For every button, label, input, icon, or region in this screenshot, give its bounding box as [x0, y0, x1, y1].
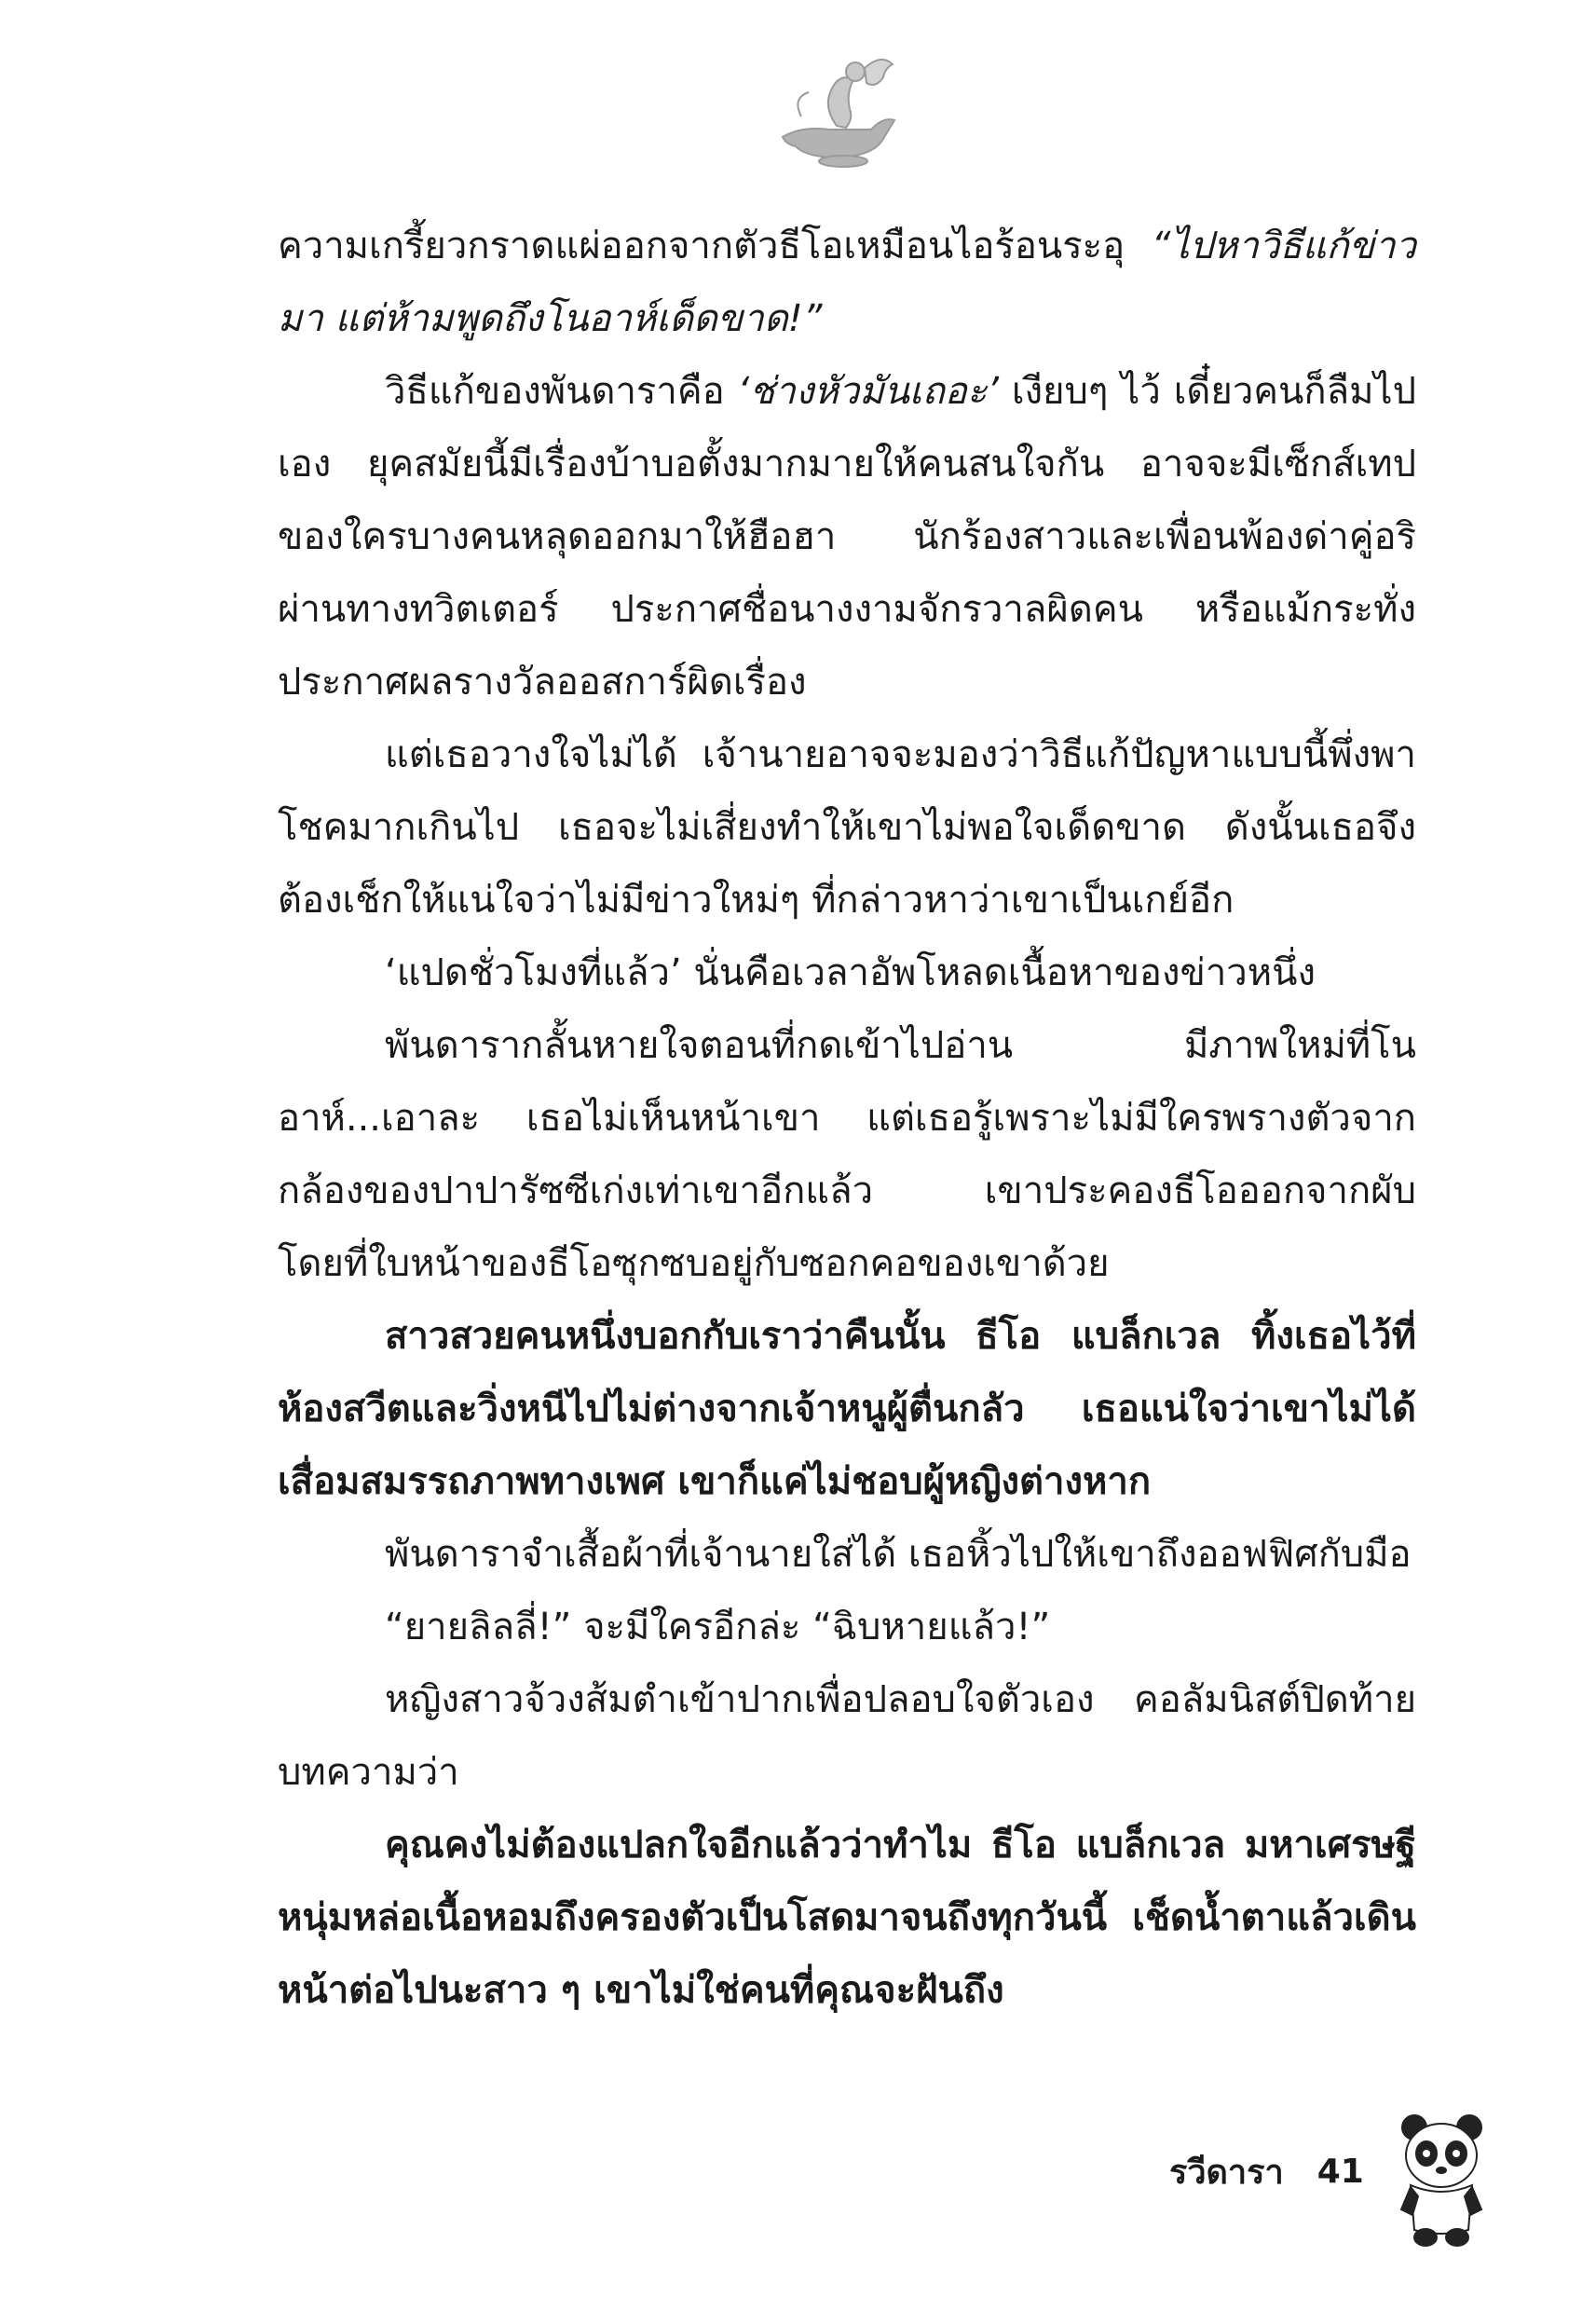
paragraph	[278, 355, 1416, 718]
text-span: ‘แปดชั่วโมงที่แล้ว’ นั่นคือเวลาอัพโหลดเนื้อหาของข่าวหนึ่ง	[385, 951, 1316, 994]
text-span: คุณคงไม่ต้องแปลกใจอีกแล้วว่าทำไม ธีโอ แบล็กเวล มหาเศรษฐีหนุ่มหล่อเนื้อหอมถึงครองตัวเป็นโสดมาจนถึงทุกวันนี้ เช็ดน้ำตาแล้วเดินหน้าต่อไปนะสาว ๆ เขาไม่ใช่คนที่คุณจะฝันถึง	[278, 1823, 1416, 2012]
paragraph	[278, 1518, 1416, 1591]
text-span: สาวสวยคนหนึ่งบอกกับเราว่าคืนนั้น ธีโอ แบล็กเวล ทิ้งเธอไว้ที่ห้องสวีตและวิ่งหนีไปไม่ต่างจากเจ้าหนูผู้ตื่นกลัว เธอแน่ใจว่าเขาไม่ได้เสื่อมสมรรถภาพทางเพศ เขาก็แค่ไม่ชอบผู้หญิงต่างหาก	[278, 1314, 1416, 1503]
paragraph	[278, 1591, 1416, 1663]
text-span: วิธีแก้ของพันดาราคือ	[385, 370, 738, 413]
news-quote-paragraph	[278, 1300, 1416, 1518]
news-quote-paragraph	[278, 1809, 1416, 2027]
panda-icon	[1398, 2111, 1486, 2250]
paragraph	[278, 1663, 1416, 1809]
quoted-thought: ‘ช่างหัวมันเถอะ’	[737, 370, 1000, 413]
text-span: หญิงสาวจ้วงส้มตำเข้าปากเพื่อปลอบใจตัวเอง คอลัมนิสต์ปิดท้ายบทความว่า	[278, 1678, 1416, 1794]
text-span: ความเกรี้ยวกราดแผ่ออกจากตัวธีโอเหมือนไอร้อนระอุ	[278, 225, 1152, 267]
paragraph	[278, 210, 1416, 355]
text-span: แต่เธอวางใจไม่ได้ เจ้านายอาจจะมองว่าวิธีแก้ปัญหาแบบนี้พึ่งพาโชคมากเกินไป เธอจะไม่เสี่ยงทำให้เขาไม่พอใจเด็ดขาด ดังนั้นเธอจึงต้องเช็กให้แน่ใจว่าไม่มีข่าวใหม่ๆ ที่กล่าวหาว่าเขาเป็นเกย์อีก	[278, 733, 1416, 922]
text-span: “ยายลิลลี่!” จะมีใครอีกล่ะ “ฉิบหายแล้ว!”	[385, 1606, 1051, 1648]
text-span: เงียบๆ ไว้ เดี๋ยวคนก็ลืมไปเอง ยุคสมัยนี้มีเรื่องบ้าบอตั้งมากมายให้คนสนใจกัน อาจจะมีเซ็กส์เทปของใครบางคนหลุดออกมาให้ฮือฮา นักร้องสาวและเพื่อนพ้องด่าคู่อริผ่านทางทวิตเตอร์ ประกาศชื่อนางงามจักรวาลผิดคน หรือแม้กระทั่งประกาศผลรางวัลออสการ์ผิดเรื่อง	[278, 370, 1416, 704]
paragraph	[278, 718, 1416, 937]
page-footer	[1169, 2143, 1364, 2199]
text-span: พันดารากลั้นหายใจตอนที่กดเข้าไปอ่าน มีภาพใหม่ที่โนอาห์...เอาละ เธอไม่เห็นหน้าเขา แต่เธอรู้เพราะไม่มีใครพรางตัวจากกล้องของปาปารัซซีเก่งเท่าเขาอีกแล้ว เขาประคองธีโอออกจากผับ โดยที่ใบหน้าของธีโอซุกซบอยู่กับซอกคอของเขาด้วย	[278, 1024, 1416, 1285]
paragraph	[278, 1009, 1416, 1300]
page-number: 41	[1316, 2152, 1364, 2191]
dialogue-text: “ไปหาวิธีแก้ข่าวมา แต่ห้ามพูดถึงโนอาห์เด็ดขาด!”	[278, 225, 1416, 340]
text-span: พันดาราจำเสื้อผ้าที่เจ้านายใส่ได้ เธอหิ้วไปให้เขาถึงออฟฟิศกับมือ	[385, 1533, 1412, 1576]
paragraph	[278, 937, 1416, 1009]
page-body	[278, 210, 1416, 2027]
genie-lamp-icon	[764, 51, 913, 172]
book-title: รวีดารา	[1169, 2153, 1284, 2192]
